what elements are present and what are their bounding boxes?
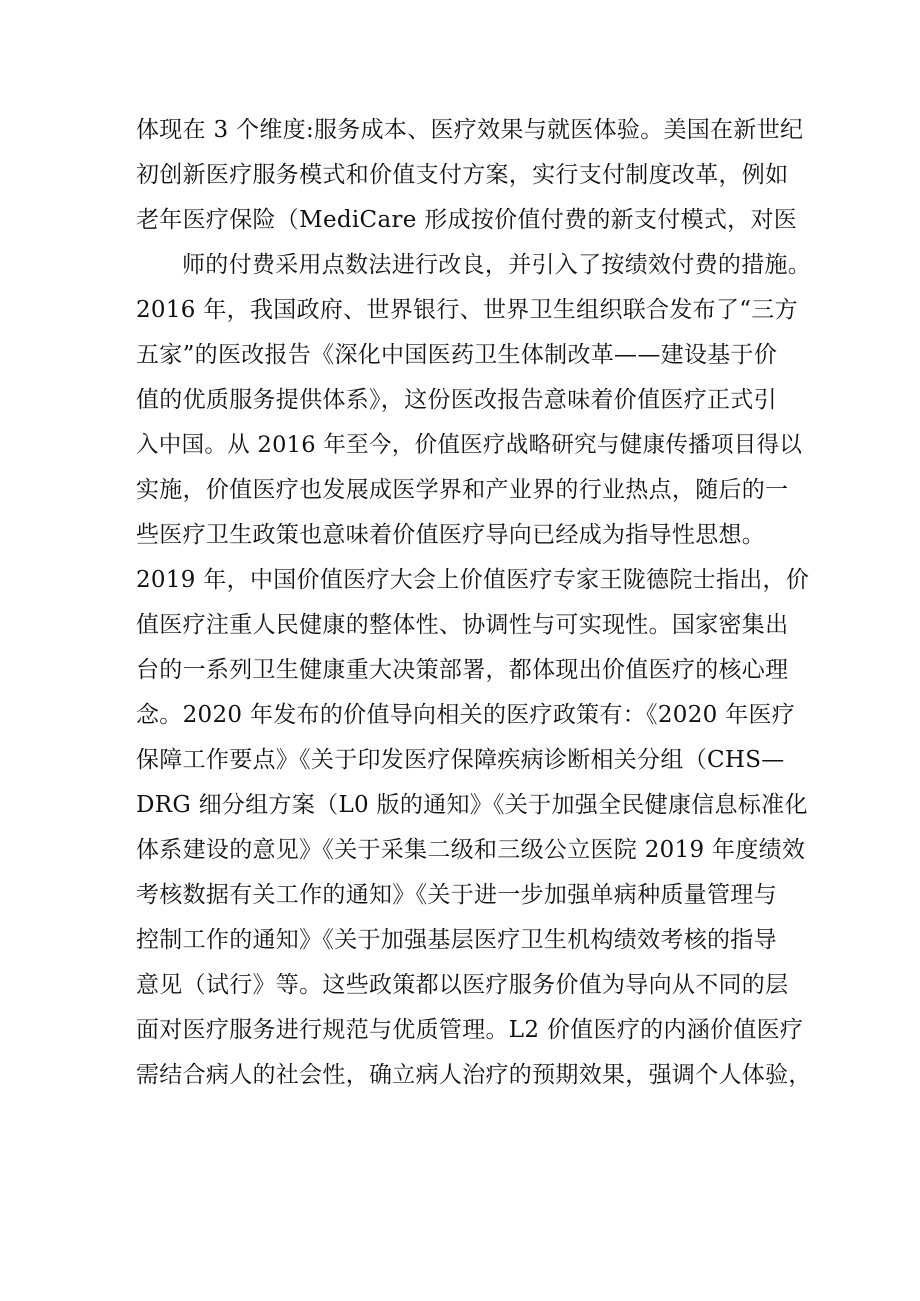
text-line: 控制工作的通知》《关于加强基层医疗卫生机构绩效考核的指导 <box>136 927 777 953</box>
text-line: 保障工作要点》《关于印发医疗保障疾病诊断相关分组（CHS— <box>136 747 785 773</box>
text-line: 入中国。从 2016 年至今，价值医疗战略研究与健康传播项目得以 <box>136 432 803 458</box>
text-line: 五家”的医改报告《深化中国医药卫生体制改革——建设基于价 <box>136 342 778 368</box>
text-line: 考核数据有关工作的通知》《关于进一步加强单病种质量管理与 <box>136 882 777 908</box>
text-line: 些医疗卫生政策也意味着价值医疗导向已经成为指导性思想。 <box>136 522 766 548</box>
text-line: 老年医疗保险（MediCare 形成按价值付费的新支付模式，对医 <box>136 207 798 233</box>
text-line: 需结合病人的社会性，确立病人治疗的预期效果，强调个人体验， <box>136 1062 812 1088</box>
text-line: 2016 年，我国政府、世界银行、世界卫生组织联合发布了“三方 <box>136 297 798 323</box>
text-line: 念。2020 年发布的价值导向相关的医疗政策有：《2020 年医疗 <box>136 702 796 728</box>
text-line: 2019 年，中国价值医疗大会上价值医疗专家王陇德院士指出，价 <box>136 567 810 593</box>
text-line: 意见（试行》等。这些政策都以医疗服务价值为导向从不同的层 <box>136 972 789 998</box>
body-text <box>136 108 816 1098</box>
text-line: 值的优质服务提供体系》，这份医改报告意味着价值医疗正式引 <box>136 387 777 413</box>
text-line: 体系建设的意见》《关于采集二级和三级公立医院 2019 年度绩效 <box>136 837 806 863</box>
text-line: 台的一系列卫生健康重大决策部署，都体现出价值医疗的核心理 <box>136 657 789 683</box>
text-line-indented: 师的付费采用点数法进行改良，并引入了按绩效付费的措施。 <box>182 252 812 278</box>
text-line: 初创新医疗服务模式和价值支付方案，实行支付制度改革，例如 <box>136 162 789 188</box>
text-line: 实施，价值医疗也发展成医学界和产业界的行业热点，随后的一 <box>136 477 789 503</box>
text-line: 体现在 3 个维度:服务成本、医疗效果与就医体验。美国在新世纪 <box>136 117 804 143</box>
text-line: DRG 细分组方案（L0 版的通知》《关于加强全民健康信息标准化 <box>136 792 808 818</box>
text-line: 面对医疗服务进行规范与优质管理。L2 价值医疗的内涵价值医疗 <box>136 1017 804 1043</box>
text-line: 值医疗注重人民健康的整体性、协调性与可实现性。国家密集出 <box>136 612 789 638</box>
